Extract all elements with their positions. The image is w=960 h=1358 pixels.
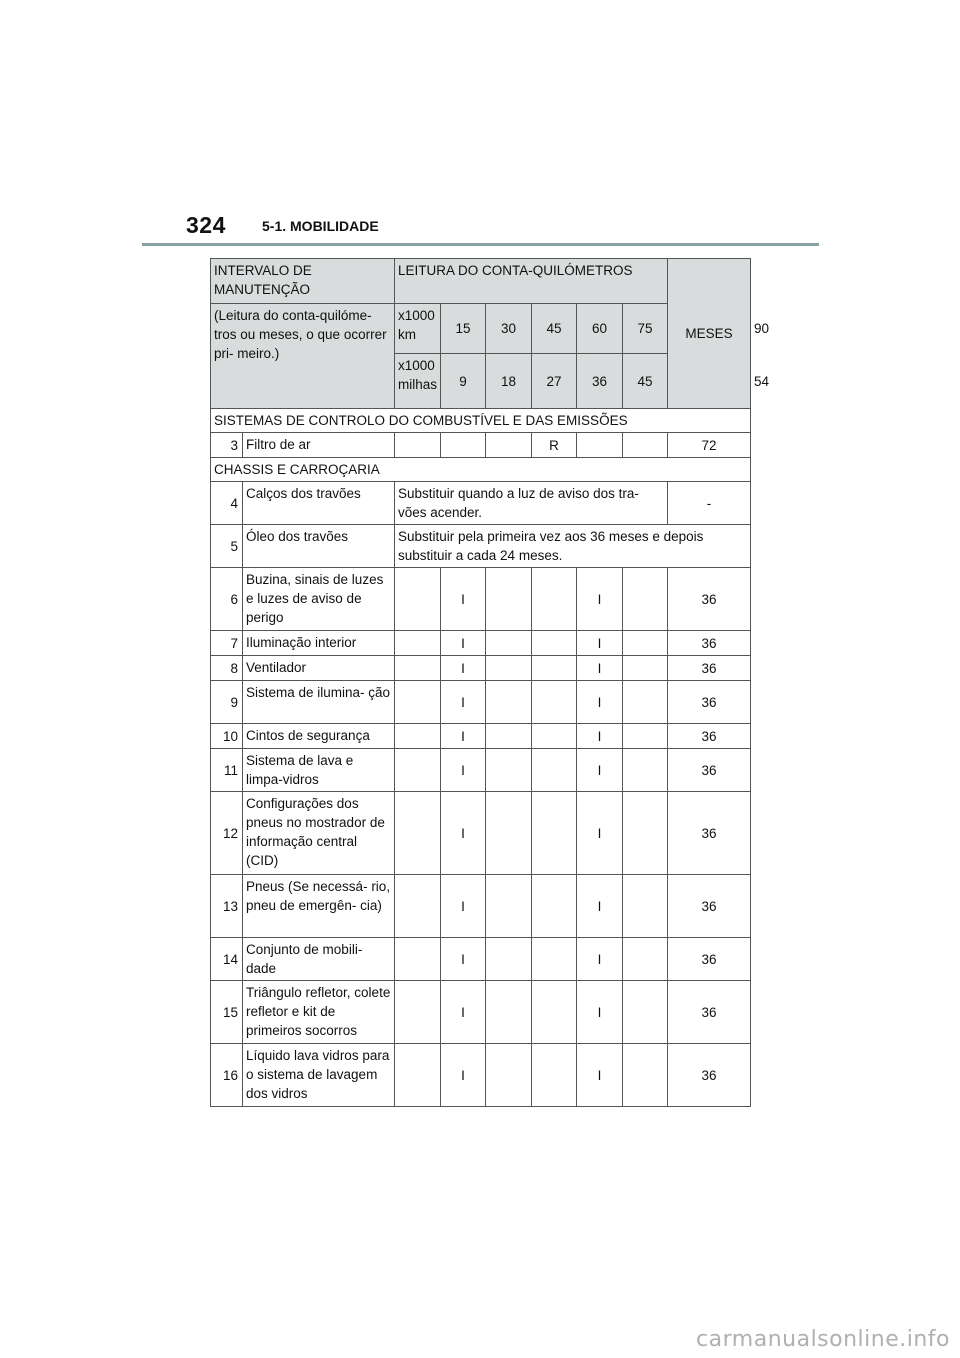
row-note: Substituir quando a luz de aviso dos tra- vões acender. xyxy=(395,482,668,525)
watermark: carmanualsonline.info xyxy=(696,1327,950,1352)
interval-cell xyxy=(395,568,441,631)
interval-cell xyxy=(395,656,441,681)
row-months: 36 xyxy=(668,1044,751,1107)
interval-cell xyxy=(486,981,532,1044)
row-number: 5 xyxy=(211,525,243,568)
interval-cell xyxy=(623,792,668,875)
row-months: 36 xyxy=(668,792,751,875)
interval-cell xyxy=(532,724,577,749)
interval-cell xyxy=(623,631,668,656)
table-row xyxy=(211,681,751,724)
interval-cell xyxy=(532,681,577,724)
interval-cell xyxy=(395,681,441,724)
interval-cell xyxy=(395,724,441,749)
table-row xyxy=(211,875,751,938)
row-item: Calços dos travões xyxy=(243,482,395,525)
interval-cell: I xyxy=(441,681,486,724)
km-value: 15 xyxy=(441,304,486,354)
interval-cell xyxy=(532,981,577,1044)
row-item: Conjunto de mobili- dade xyxy=(243,938,395,981)
interval-cell: I xyxy=(577,724,623,749)
row-number: 4 xyxy=(211,482,243,525)
unit-miles: x1000 milhas xyxy=(395,354,441,409)
interval-cell xyxy=(532,792,577,875)
row-number: 3 xyxy=(211,433,243,458)
row-number: 11 xyxy=(211,749,243,792)
interval-cell xyxy=(532,656,577,681)
interval-cell xyxy=(486,724,532,749)
interval-cell: I xyxy=(441,749,486,792)
table-row xyxy=(211,568,751,631)
interval-cell xyxy=(486,656,532,681)
interval-cell: I xyxy=(441,792,486,875)
row-months: 72 xyxy=(668,433,751,458)
interval-cell: I xyxy=(441,724,486,749)
miles-value: 45 xyxy=(623,354,668,409)
interval-cell xyxy=(623,749,668,792)
miles-value: 36 xyxy=(577,354,623,409)
row-number: 12 xyxy=(211,792,243,875)
interval-cell: I xyxy=(577,792,623,875)
interval-cell xyxy=(532,631,577,656)
interval-cell: R xyxy=(532,433,577,458)
section-row xyxy=(211,409,751,433)
interval-cell xyxy=(623,938,668,981)
interval-cell: I xyxy=(577,938,623,981)
interval-cell xyxy=(486,631,532,656)
interval-cell xyxy=(395,631,441,656)
interval-cell xyxy=(623,433,668,458)
header-row-miles: x1000 milhas 9 18 27 36 45 54 xyxy=(211,354,751,409)
interval-cell xyxy=(623,568,668,631)
interval-cell xyxy=(486,792,532,875)
unit-km: x1000 km xyxy=(395,304,441,354)
row-item: Sistema de lava e limpa-vidros xyxy=(243,749,395,792)
page-header xyxy=(186,212,826,242)
interval-cell xyxy=(441,433,486,458)
row-months: 36 xyxy=(668,981,751,1044)
row-months: 36 xyxy=(668,724,751,749)
interval-cell xyxy=(395,749,441,792)
table-row xyxy=(211,482,751,525)
interval-cell xyxy=(395,433,441,458)
row-item: Configurações dos pneus no mostrador de informação central (CID) xyxy=(243,792,395,875)
row-number: 16 xyxy=(211,1044,243,1107)
row-item: Filtro de ar xyxy=(243,433,395,458)
row-item: Líquido lava vidros para o sistema de lavagem dos vidros xyxy=(243,1044,395,1107)
row-number: 6 xyxy=(211,568,243,631)
row-item: Triângulo refletor, colete refletor e kit de primeiros socorros xyxy=(243,981,395,1044)
table-row xyxy=(211,1044,751,1107)
interval-cell xyxy=(532,568,577,631)
interval-cell xyxy=(486,938,532,981)
interval-cell xyxy=(395,875,441,938)
row-number: 13 xyxy=(211,875,243,938)
miles-value: 18 xyxy=(486,354,532,409)
table-row xyxy=(211,792,751,875)
interval-cell xyxy=(486,433,532,458)
page-number: 324 xyxy=(186,212,226,238)
row-note: Substituir pela primeira vez aos 36 meses e depois substituir a cada 24 meses. xyxy=(395,525,751,568)
interval-cell: I xyxy=(577,681,623,724)
interval-cell: I xyxy=(577,656,623,681)
interval-cell xyxy=(486,1044,532,1107)
interval-cell xyxy=(532,938,577,981)
interval-cell xyxy=(623,681,668,724)
interval-cell: I xyxy=(577,568,623,631)
section-title: 5-1. MOBILIDADE xyxy=(262,218,379,234)
interval-cell xyxy=(395,938,441,981)
km-value: 45 xyxy=(532,304,577,354)
section-chassis: CHASSIS E CARROÇARIA xyxy=(211,458,751,482)
interval-cell xyxy=(486,875,532,938)
section-row xyxy=(211,458,751,482)
row-months: 36 xyxy=(668,656,751,681)
row-number: 10 xyxy=(211,724,243,749)
interval-cell: I xyxy=(577,1044,623,1107)
interval-cell xyxy=(395,981,441,1044)
row-item: Pneus (Se necessá- rio, pneu de emergên- cia) xyxy=(243,875,395,938)
header-row-km: (Leitura do conta-quilóme- tros ou meses, o que ocorrer pri- meiro.) x1000 km 15 30 45 60 75 90 xyxy=(211,304,751,354)
row-months: 36 xyxy=(668,631,751,656)
interval-cell xyxy=(623,656,668,681)
header-note: (Leitura do conta-quilóme- tros ou meses, o que ocorrer pri- meiro.) xyxy=(211,304,395,409)
row-item: Ventilador xyxy=(243,656,395,681)
table-row xyxy=(211,433,751,458)
interval-cell: I xyxy=(441,938,486,981)
interval-cell xyxy=(532,1044,577,1107)
interval-cell xyxy=(623,875,668,938)
table-row xyxy=(211,749,751,792)
row-item: Cintos de segurança xyxy=(243,724,395,749)
row-number: 14 xyxy=(211,938,243,981)
interval-cell: I xyxy=(577,875,623,938)
km-value: 30 xyxy=(486,304,532,354)
table-row xyxy=(211,525,751,568)
interval-cell: I xyxy=(441,981,486,1044)
header-reading: LEITURA DO CONTA-QUILÓMETROS xyxy=(395,259,668,304)
row-months: 36 xyxy=(668,875,751,938)
interval-cell: I xyxy=(577,749,623,792)
interval-cell xyxy=(395,792,441,875)
interval-cell: I xyxy=(441,875,486,938)
interval-cell: I xyxy=(441,631,486,656)
table-row xyxy=(211,938,751,981)
interval-cell xyxy=(623,1044,668,1107)
miles-value: 27 xyxy=(532,354,577,409)
interval-cell xyxy=(532,749,577,792)
interval-cell: I xyxy=(441,656,486,681)
interval-cell xyxy=(486,568,532,631)
row-number: 15 xyxy=(211,981,243,1044)
header-row xyxy=(211,259,751,304)
table-row xyxy=(211,656,751,681)
miles-value: 9 xyxy=(441,354,486,409)
interval-cell: I xyxy=(577,631,623,656)
interval-cell xyxy=(395,1044,441,1107)
row-months: - xyxy=(668,482,751,525)
interval-cell: I xyxy=(441,1044,486,1107)
row-number: 8 xyxy=(211,656,243,681)
interval-cell xyxy=(486,749,532,792)
interval-cell: I xyxy=(441,568,486,631)
header-rule xyxy=(142,243,819,246)
row-number: 9 xyxy=(211,681,243,724)
interval-cell xyxy=(623,724,668,749)
section-fuel: SISTEMAS DE CONTROLO DO COMBUSTÍVEL E DAS EMISSÕES xyxy=(211,409,751,433)
km-value: 60 xyxy=(577,304,623,354)
row-months: 36 xyxy=(668,749,751,792)
km-value: 75 xyxy=(623,304,668,354)
header-interval: INTERVALO DE MANUTENÇÃO xyxy=(211,259,395,304)
row-number: 7 xyxy=(211,631,243,656)
row-item: Sistema de ilumina- ção xyxy=(243,681,395,724)
interval-cell xyxy=(532,875,577,938)
row-months: 36 xyxy=(668,681,751,724)
row-item: Óleo dos travões xyxy=(243,525,395,568)
row-months: 36 xyxy=(668,568,751,631)
maintenance-table xyxy=(210,258,770,1107)
interval-cell xyxy=(577,433,623,458)
table-row xyxy=(211,724,751,749)
header-months: MESES xyxy=(668,259,751,409)
interval-cell xyxy=(623,981,668,1044)
interval-cell: I xyxy=(577,981,623,1044)
row-item: Iluminação interior xyxy=(243,631,395,656)
table-row xyxy=(211,631,751,656)
row-item: Buzina, sinais de luzes e luzes de aviso de perigo xyxy=(243,568,395,631)
interval-cell xyxy=(486,681,532,724)
table-row xyxy=(211,981,751,1044)
row-months: 36 xyxy=(668,938,751,981)
